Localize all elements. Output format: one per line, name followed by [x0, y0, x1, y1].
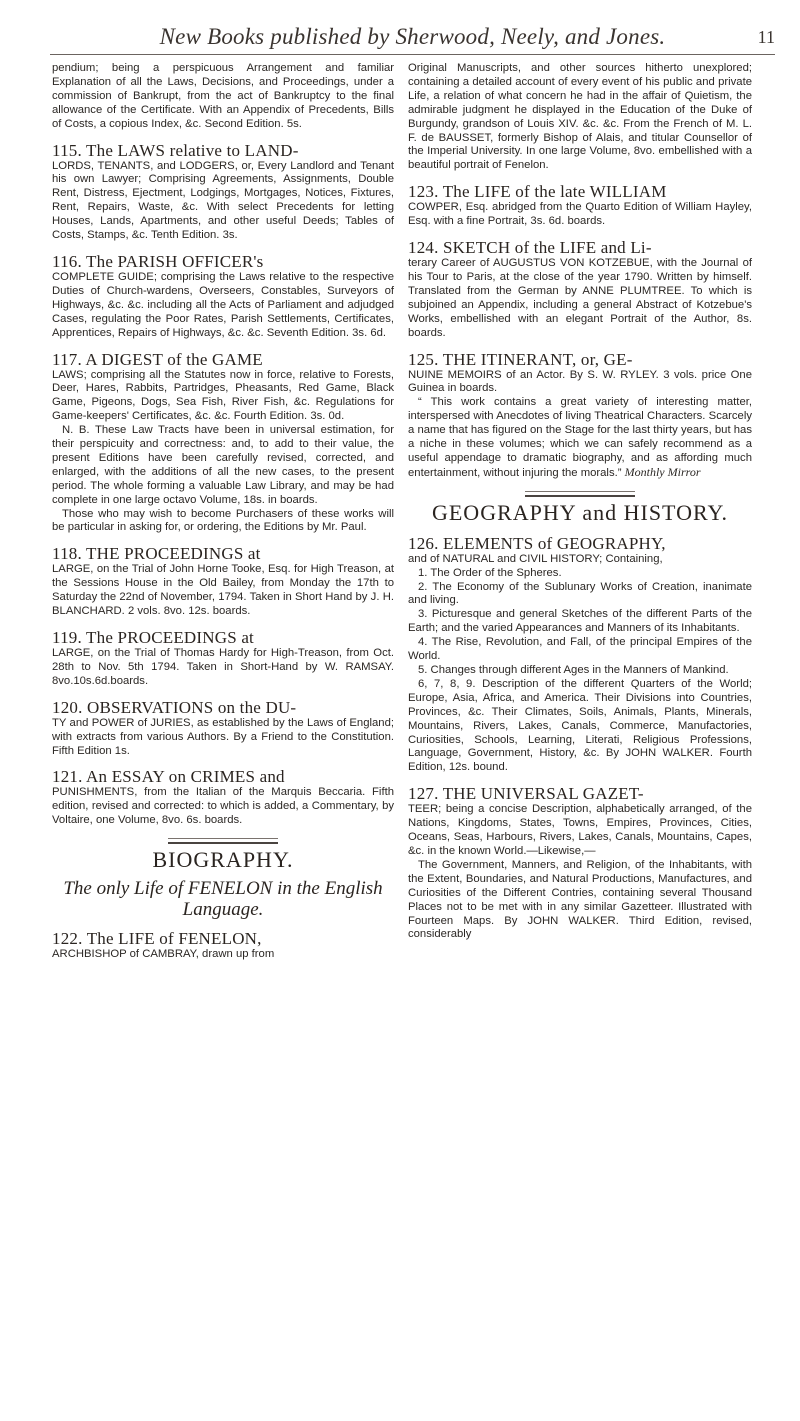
entry-126 [408, 534, 752, 776]
entry-124 [408, 238, 752, 340]
entry-body: LARGE, on the Trial of John Horne Tooke, Esq. for High Treason, at the Sessions House in the Old Bailey, from Monday the 17th to Saturday the 22nd of November, 1794. Taken in Short Hand by J. H. BLANCHARD. 2 vols. 8vo. 12s. boards. [52, 563, 394, 618]
right-column [408, 62, 752, 942]
section-title-geography: GEOGRAPHY and HISTORY. [431, 499, 728, 525]
entry-body: ARCHBISHOP of CAMBRAY, drawn up from [52, 948, 275, 961]
entry-heading: 122. The LIFE of FENELON, [52, 929, 262, 949]
entry-heading: 124. SKETCH of the LIFE and Li- [408, 238, 652, 258]
entry-heading: 119. The PROCEEDINGS at [52, 628, 254, 647]
list-item: 6, 7, 8, 9. Description of the different Quarters of the World; Europe, Asia, Africa, and America. Their Divisions into Countries, Provinces, &c. Their Climates, Soils, Animals, Plants, Minerals, Mountains, Rivers, Lakes, Canals, Commerce, Manufactories, Curiosities, Schools, Learning, Literati, Religious Professions, Language, Government, History, &c. By JOHN WALKER. Fourth Edition, 12s. bound. [408, 677, 752, 774]
entry-125 [408, 350, 752, 481]
section-divider [168, 838, 278, 844]
entry-heading: 118. THE PROCEEDINGS at [52, 544, 261, 564]
running-title: New Books published by Sherwood, Neely, and Jones. [159, 24, 666, 49]
entry-117 [52, 350, 394, 536]
entry-body: and of NATURAL and CIVIL HISTORY; Containing, [408, 552, 663, 565]
entry-heading: 120. OBSERVATIONS on the DU- [52, 697, 297, 717]
entry-body: LORDS, TENANTS, and LODGERS, or, Every Landlord and Tenant his own Lawyer; Comprising Agreements, Assignments, Double Rent, Distress, Ejectment, Lodgings, Mortgages, Notices, Fixtures, Rent, Repairs, Waste, &c. With select Precedents for letting Houses, Lands, Apartments, and other useful Deeds; Tables of Costs, Stamps, &c. Tenth Edition. 3s. [52, 159, 394, 242]
list-item: 5. Changes through different Ages in the Manners of Mankind. [418, 664, 729, 676]
entry-heading: 125. THE ITINERANT, or, GE- [408, 349, 633, 369]
entry-122 [52, 929, 394, 962]
list-item: 3. Picturesque and general Sketches of the different Parts of the Earth; and the varied Appearances and Manners of its Inhabitants. [408, 608, 752, 635]
entry-body-continued: The Government, Manners, and Religion, of the Inhabitants, with the Extent, Boundaries, and Natural Productions, Manufactures, and Curiosities of the Different Contries, containing several Thousand Places not to be met with in any similar Gazetteer. Illustrated with Fourteen Maps. By JOHN WALKER. Third Edition, revised, considerably [408, 858, 752, 941]
entry-120 [52, 698, 394, 759]
entry-heading: 117. A DIGEST of the GAME [52, 349, 263, 369]
entry-121 [52, 767, 394, 828]
review-quote-text: “ This work contains a great variety of interesting matter, interspersed with Anecdotes of living Theatrical Characters. Scarcely a name that has figured on the Stage for the last thirty years, but has a niche in these volumes; which we can safely recommend as a useful appendage to dramatic biography, and as affording much entertainment, without injuring the morals.” [408, 396, 752, 479]
list-item: 1. The Order of the Spheres. [418, 566, 562, 579]
entry-122-continuation: Original Manuscripts, and other sources hitherto unexplored; containing a detailed account of every event of his public and private Life, a relation of what concern he had in the affair of Quietism, the admirable judgment he displayed in the Education of the Duke of Burgundy, grandson of Louis XIV. &c. &c. From the French of M. L. F. de BAUSSET, formerly Bishop of Alais, and titular Counsellor of the Imperial University. In one large Volume, 8vo. embellished with a beautiful portrait of Fenelon. [408, 62, 752, 172]
entry-continuation: pendium; being a perspicuous Arrangement and familiar Explanation of all the Laws, Decisions, and Proceedings, under a commission of Bankrupt, from the act of Bankruptcy to the final allowance of the Certificate. With an Appendix of Precedents, Bills of Costs, a copious Index, &c. Second Edition. 5s. [52, 62, 394, 130]
entry-116 [52, 252, 394, 341]
list-item: 4. The Rise, Revolution, and Fall, of the principal Empires of the World. [408, 636, 752, 663]
entry-118 [52, 544, 394, 619]
running-head [50, 24, 775, 55]
entry-heading: 123. The LIFE of the late WILLIAM [408, 182, 667, 202]
entry-body: COMPLETE GUIDE; comprising the Laws relative to the respective Duties of Church-wardens, Overseers, Constables, Surveyors of Highways, &c. &c. including all the Acts of Parliament and adjudged Cases, regulating the Poor Rates, Parish Settlements, Certificates, Apprentices, Repairs of Highways, &c. &c. Seventh Edition. 3s. 6d. [52, 270, 394, 339]
entry-body: TEER; being a concise Description, alphabetically arranged, of the Nations, Kingdoms, States, Towns, Empires, Provinces, Cities, Oceans, Seas, Harbours, Rivers, Lakes, Canals, Mountains, Capes, &c. in the known World.—Likewise,— [408, 803, 752, 857]
entry-body: NUINE MEMOIRS of an Actor. By S. W. RYLEY. 3 vols. price One Guinea in boards. [408, 368, 752, 395]
section-title-biography: BIOGRAPHY. [152, 847, 294, 873]
entry-body: terary Career of AUGUSTUS VON KOTZEBUE, with the Journal of his Tour to Paris, at the close of the year 1790. Written by himself. Translated from the German by ANNE PLUMTREE. To which is subjoined an Appendix, including a general Abstract of Kotzebue's Works, embellished with an elegant Portrait of the Author, 8s. boards. [408, 257, 752, 339]
entry-heading: 116. The PARISH OFFICER's [52, 251, 264, 271]
entry-body: COWPER, Esq. abridged from the Quarto Edition of William Hayley, Esq. with a fine Portrait, 3s. 6d. boards. [408, 201, 752, 228]
entry-119 [52, 628, 394, 689]
entry-note: N. B. These Law Tracts have been in universal estimation, for their perspicuity and correctness: and, to add to their value, the present Editions have been carefully revised, corrected, and enlarged, with the additions of all the new cases, to the present period. The whole forming a valuable Law Library, and may be had complete in one large octavo Volume, 18s. in boards. [52, 424, 394, 506]
entry-heading: 126. ELEMENTS of GEOGRAPHY, [408, 533, 666, 553]
entry-note: Those who may wish to become Purchasers of these works will be particular in asking for, or ordering, the Editions by Mr. Paul. [52, 507, 394, 534]
entry-body: LARGE, on the Trial of Thomas Hardy for High-Treason, from Oct. 28th to Nov. 5th 1794. Taken in Short-Hand by W. RAMSAY. 8vo.10s.6d.boards. [52, 647, 394, 687]
section-subtitle: The only Life of FENELON in the English Language. [63, 878, 383, 921]
entry-123 [408, 182, 752, 229]
entry-127 [408, 784, 752, 942]
entry-heading: 115. The LAWS relative to LAND- [52, 140, 299, 160]
entry-heading: 127. THE UNIVERSAL GAZET- [408, 784, 644, 804]
entry-heading: 121. An ESSAY on CRIMES and [52, 767, 285, 787]
list-item: 2. The Economy of the Sublunary Works of Creation, inanimate and living. [408, 580, 752, 607]
page-number: 11 [757, 27, 775, 47]
review-source: Monthly Mirror [624, 464, 701, 479]
entry-body: PUNISHMENTS, from the Italian of the Marquis Beccaria. Fifth edition, revised and corrected: to which is added, a Commentary, by Voltaire, one Volume, 8vo. 6s. boards. [52, 786, 394, 827]
entry-body: TY and POWER of JURIES, as established by the Laws of England; with extracts from various Authors. By a Friend to the Constitution. Fifth Edition 1s. [52, 716, 394, 757]
review-quote [408, 396, 752, 480]
section-divider [525, 491, 635, 497]
left-column [52, 62, 394, 962]
entry-115 [52, 141, 394, 243]
entry-body: LAWS; comprising all the Statutes now in force, relative to Forests, Deer, Hares, Rabbits, Partridges, Pheasants, Red Game, Black Game, Pigeons, Dogs, Sea Fish, River Fish, &c. Regulations for Game-keepers' Certificates, &c. &c. Fourth Edition. 3s. 0d. [52, 368, 394, 423]
